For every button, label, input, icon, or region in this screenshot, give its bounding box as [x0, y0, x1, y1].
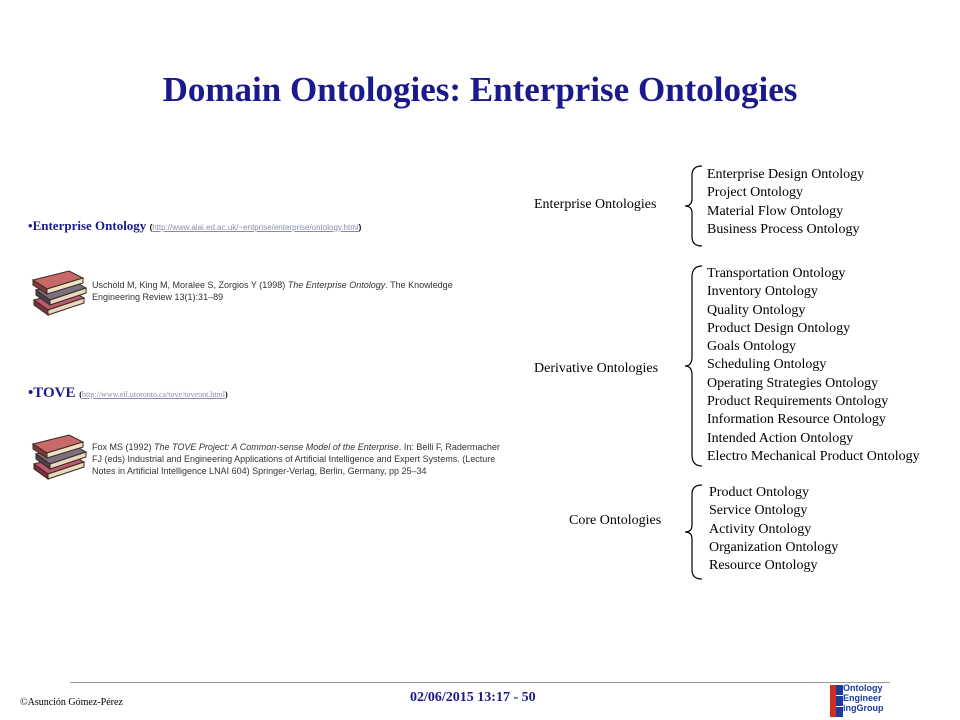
derivative-ontologies-list: [707, 265, 920, 466]
list-item: Scheduling Ontology: [707, 357, 827, 373]
logo-text: [843, 683, 884, 713]
enterprise-ontology-heading: [28, 218, 361, 234]
core-ontologies-list: [709, 484, 838, 575]
list-item: Project Ontology: [707, 185, 804, 201]
reference-authors: Uschold M, King M, Moralee S, Zorgios Y (1998): [92, 280, 288, 290]
tove-reference: [92, 441, 502, 477]
list-item: Activity Ontology: [709, 521, 812, 537]
enterprise-ontology-label: Enterprise Ontology: [32, 218, 147, 233]
bullet: •: [28, 385, 34, 401]
list-item: Transportation Ontology: [707, 266, 846, 281]
list-item: Inventory Ontology: [707, 284, 818, 300]
enterprise-ontologies-label: Enterprise Ontologies: [534, 197, 657, 212]
reference-rest: . The Knowledge: [385, 280, 453, 290]
url-open-paren: (: [149, 223, 153, 232]
enterprise-ontology-link[interactable]: http://www.aiai.ed.ac.uk/~entprise/enterprise/ontology.html: [152, 223, 359, 232]
tove-link[interactable]: http://www.eil.utoronto.ca/tove/toveont.html: [81, 390, 225, 399]
enterprise-ontologies-list: [707, 166, 864, 239]
reference-rest: . In: Belli F, Radermacher FJ (eds) Industrial and Engineering Applications of Artificial Intelligence and Expert Systems. (Lecture Notes in Artificial Intelligence LNAI 604) Springer-Verlag, Berlin, Germany, pp 25–34: [92, 442, 500, 476]
list-item: Information Resource Ontology: [707, 412, 886, 428]
logo-line: Engineer: [843, 693, 882, 703]
tove-url-wrapper: [79, 390, 227, 399]
bullet: •: [28, 218, 33, 233]
slide-title: Domain Ontologies: Enterprise Ontologies: [162, 70, 798, 109]
enterprise-ontology-url-wrapper: [150, 223, 362, 232]
list-item: Product Design Ontology: [707, 320, 851, 336]
reference-title: The TOVE Project: A Common-sense Model of the Enterprise: [154, 442, 399, 452]
enterprise-ontology-reference: [92, 279, 510, 303]
brace-icon: [684, 165, 706, 247]
list-item: Business Process Ontology: [707, 221, 860, 237]
copyright: ©Asunción Gómez-Pérez: [20, 697, 123, 708]
url-close-paren: ): [224, 390, 228, 399]
list-item: Intended Action Ontology: [707, 430, 854, 446]
logo-line: Ontology: [843, 683, 883, 693]
logo-line: ingGroup: [843, 703, 884, 713]
books-icon: [30, 432, 88, 482]
list-item: Product Requirements Ontology: [707, 394, 889, 410]
derivative-ontologies-label: Derivative Ontologies: [534, 361, 659, 376]
brace-icon: [684, 265, 706, 467]
tove-heading: [28, 385, 228, 402]
list-item: Goals Ontology: [707, 339, 797, 355]
reference-line-2: Engineering Review 13(1):31–89: [92, 292, 224, 302]
list-item: Service Ontology: [709, 503, 808, 519]
url-open-paren: (: [79, 390, 82, 399]
url-close-paren: ): [358, 223, 362, 232]
list-item: Material Flow Ontology: [707, 203, 844, 219]
list-item: Enterprise Design Ontology: [707, 167, 865, 182]
core-ontologies-label: Core Ontologies: [569, 513, 662, 528]
reference-authors: Fox MS (1992): [92, 442, 155, 452]
ontology-engineering-group-logo: [829, 683, 889, 719]
footer-divider: [70, 682, 890, 683]
list-item: Product Ontology: [709, 485, 809, 500]
list-item: Resource Ontology: [709, 558, 818, 574]
reference-line-1: [92, 279, 510, 291]
books-icon: [30, 268, 88, 318]
reference-title: The Enterprise Ontology: [287, 280, 386, 290]
list-item: Organization Ontology: [709, 539, 839, 555]
list-item: Operating Strategies Ontology: [707, 375, 879, 391]
list-item: Electro Mechanical Product Ontology: [707, 448, 920, 464]
tove-label: TOVE: [33, 385, 76, 401]
list-item: Quality Ontology: [707, 302, 806, 318]
date-page-number: 02/06/2015 13:17 - 50: [410, 690, 536, 705]
brace-icon: [684, 484, 706, 580]
